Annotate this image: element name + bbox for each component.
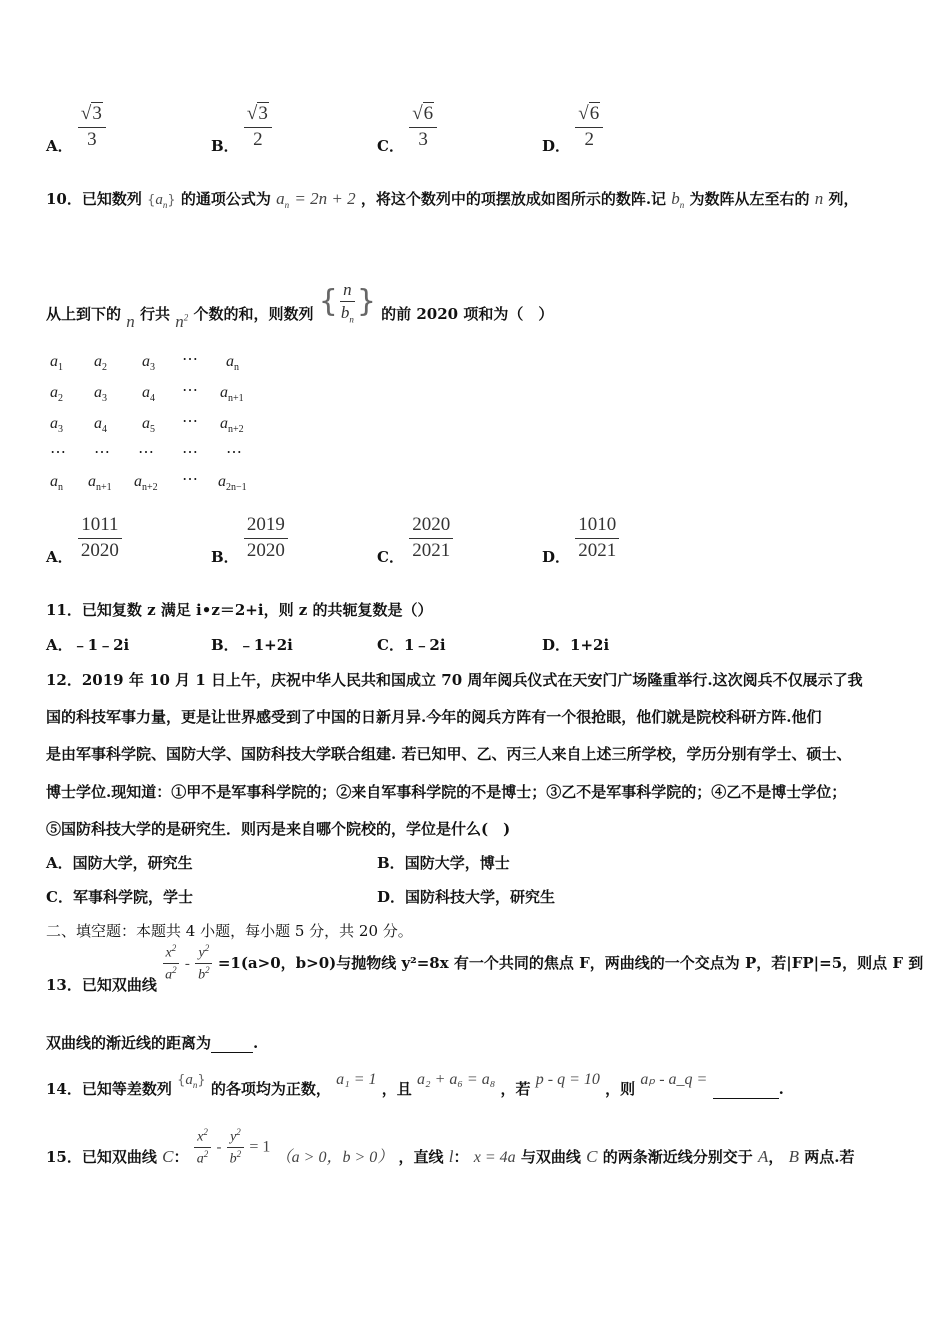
matrix-cell: $a_5$ (142, 415, 155, 436)
matrix-cell: ⋯ (182, 413, 198, 430)
matrix-cell: $a_{n+2}$ (220, 415, 244, 436)
q10-option-b[interactable] (211, 514, 288, 567)
q14-line: 14．已知等差数列 $\{a_n\}$ 的各项均为正数， a₁ = 1 ，且 a₂ + a₆ = a₈ ，若 p - q = 10 ，则 aₚ - a_q = . (46, 1071, 784, 1098)
matrix-cell: ⋯ (182, 382, 198, 399)
matrix-cell: $a_1$ (50, 353, 63, 374)
option-fraction: $\frac{√6}{2}$ (575, 104, 603, 151)
option-fraction: $\frac{√3}{3}$ (78, 104, 106, 151)
q10-line-2: 从上到下的 n 行共 $n^2$ 个数的和，则数列 { $\frac{n}{b_n}$ } 的前 2020 项和为（ ） (46, 279, 554, 331)
option-fraction: $\frac{√6}{3}$ (409, 104, 437, 151)
q12-line-3: 是由军事科学院、国防大学、国防科技大学联合组建. 若已知甲、乙、丙三人来自上述三所学校，学历分别有学士、硕士、 (46, 745, 852, 763)
q9-option-a[interactable] (46, 103, 106, 156)
q11-option-b[interactable]: B．﹣1+2i (211, 636, 293, 654)
x2-over-a2: $\frac{x^2}{a^2}$ (194, 1128, 212, 1167)
matrix-cell: ⋯ (182, 471, 198, 488)
q12-option-c[interactable]: C．军事科学院，学士 (46, 888, 193, 906)
q10-option-c[interactable] (377, 514, 453, 567)
matrix-cell: $a_n$ (226, 353, 239, 374)
option-label: A． (46, 548, 73, 567)
option-label: A． (46, 137, 73, 156)
matrix-cell: $a_2$ (94, 353, 107, 374)
option-fraction: $\frac{1010}{2021}$ (575, 515, 619, 562)
matrix-cell: $a_{n+2}$ (134, 473, 158, 494)
y2-over-b2: $\frac{y^2}{b^2}$ (195, 944, 213, 983)
y2-over-b2: $\frac{y^2}{b^2}$ (227, 1128, 245, 1167)
matrix-cell: $a_3$ (142, 353, 155, 374)
q12-line-5: ⑤国防科技大学的是研究生．则丙是来自哪个院校的，学位是什么( ) (46, 820, 511, 838)
q12-option-b[interactable]: B．国防大学，博士 (377, 854, 510, 872)
q11-option-d[interactable]: D．1+2i (542, 636, 610, 654)
matrix-cell: ⋯ (226, 444, 242, 461)
matrix-cell: $a_3$ (94, 384, 107, 405)
q12-line-4: 博士学位.现知道：①甲不是军事科学院的；②来自军事科学院的不是博士；③乙不是军事科学院的；④乙不是博士学位； (46, 783, 847, 801)
q15-line: 15．已知双曲线 C： $\frac{x^2}{a^2}$ - $\frac{y^2}{b^2}$ = 1 （a > 0，b > 0） ，直线 l： x = 4a 与双曲线 C 的两条渐近线分别交于 A， B 两点.若 (46, 1127, 855, 1167)
q10-option-a[interactable] (46, 514, 122, 567)
option-label: B． (211, 137, 239, 156)
matrix-cell: $a_{2n-1}$ (218, 473, 247, 494)
x2-over-a2: $\frac{x^2}{a^2}$ (162, 944, 180, 983)
matrix-cell: $a_{n+1}$ (220, 384, 244, 405)
answer-blank[interactable] (211, 1034, 253, 1053)
matrix-cell: ⋯ (182, 351, 198, 368)
q9-option-b[interactable] (211, 103, 272, 156)
q10-line-1: 10．已知数列 $\{a_n\}$ 的通项公式为 $a_n = 2n + 2$ ，将这个数列中的项摆放成如图所示的数阵.记 $b_n$ 为数阵从左至右的 n 列， (46, 189, 859, 210)
matrix-cell: ⋯ (138, 444, 154, 461)
q11-option-a[interactable]: A．﹣1﹣2i (46, 636, 130, 654)
matrix-cell: $a_{n+1}$ (88, 473, 112, 494)
q12-option-d[interactable]: D．国防科技大学，研究生 (377, 888, 556, 906)
matrix-cell: $a_n$ (50, 473, 63, 494)
q11-stem: 11．已知复数 z 满足 i•z＝2+i，则 z 的共轭复数是（） (46, 601, 433, 619)
matrix-cell: $a_2$ (50, 384, 63, 405)
q13-line-1: 13．已知双曲线 $\frac{x^2}{a^2}$ - $\frac{y^2}{b^2}$ =1(a>0，b>0)与抛物线 y²=8x 有一个共同的焦点 F，两曲线的一个交点为 P，若|FP|=5，则点 F 到 (46, 943, 924, 994)
option-label: B． (211, 548, 239, 567)
option-fraction: $\frac{√3}{2}$ (244, 104, 272, 151)
option-fraction: $\frac{2020}{2021}$ (409, 515, 453, 562)
q9-option-c[interactable] (377, 103, 437, 156)
q12-option-a[interactable]: A．国防大学，研究生 (46, 854, 193, 872)
q13-line-2: 双曲线的渐近线的距离为 . (46, 1034, 259, 1052)
answer-blank[interactable] (713, 1080, 779, 1099)
option-label: D． (542, 137, 571, 156)
n-over-bn-fraction: $\frac{n}{b_n}$ (340, 279, 354, 325)
q12-line-1: 12．2019 年 10 月 1 日上午，庆祝中华人民共和国成立 70 周年阅兵仪式在天安门广场隆重举行.这次阅兵不仅展示了我 (46, 671, 863, 689)
option-label: C． (377, 548, 404, 567)
matrix-cell: $a_4$ (142, 384, 155, 405)
option-fraction: $\frac{2019}{2020}$ (244, 515, 288, 562)
matrix-cell: ⋯ (182, 444, 198, 461)
matrix-cell: ⋯ (50, 444, 66, 461)
matrix-cell: $a_4$ (94, 415, 107, 436)
q11-option-c[interactable]: C．1﹣2i (377, 636, 446, 654)
section-2-heading: 二、填空题：本题共 4 小题，每小题 5 分，共 20 分。 (46, 922, 413, 940)
option-label: C． (377, 137, 404, 156)
q12-line-2: 国的科技军事力量，更是让世界感受到了中国的日新月异.今年的阅兵方阵有一个很抢眼，他们就是院校科研方阵.他们 (46, 708, 822, 726)
matrix-cell: $a_3$ (50, 415, 63, 436)
q9-option-d[interactable] (542, 103, 603, 156)
matrix-cell: ⋯ (94, 444, 110, 461)
option-fraction: $\frac{1011}{2020}$ (78, 515, 122, 562)
q10-option-d[interactable] (542, 514, 619, 567)
option-label: D． (542, 548, 571, 567)
